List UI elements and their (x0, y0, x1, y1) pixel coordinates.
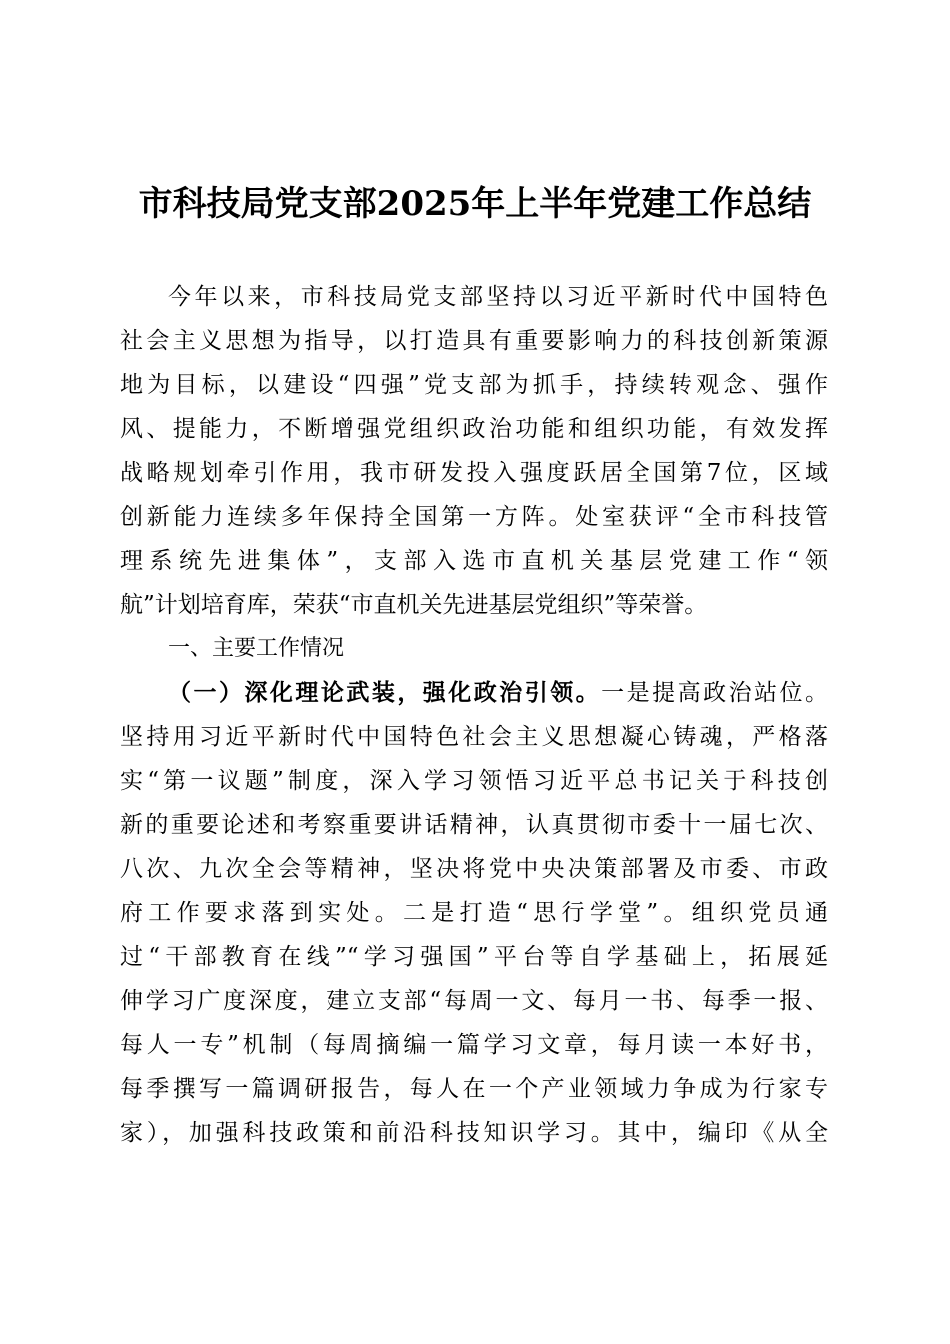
document-title: 市科技局党支部2025年上半年党建工作总结 (138, 184, 812, 224)
paragraph-line: 府工作要求落到实处。二是打造“思行学堂”。组织党员通 (120, 900, 828, 926)
paragraph-line: 家），加强科技政策和前沿科技知识学习。其中，编印《从全 (120, 1120, 828, 1146)
subsection-heading: （一）深化理论武装，强化政治引领。 (168, 679, 602, 706)
paragraph-line: 风、提能力，不断增强党组织政治功能和组织功能，有效发挥 (120, 416, 828, 442)
section-heading: 一、主要工作情况 (168, 636, 345, 661)
paragraph-line: 创新能力连续多年保持全国第一方阵。处室获评“全市科技管 (120, 504, 828, 530)
subsection-text: 一是提高政治站位。 (601, 680, 829, 706)
paragraph-line: 理系统先进集体”，支部入选市直机关基层党建工作“领 (120, 548, 828, 574)
paragraph-line: 地为目标，以建设“四强”党支部为抓手，持续转观念、强作 (120, 372, 828, 398)
paragraph-line: 新的重要论述和考察重要讲话精神，认真贯彻市委十一届七次、 (120, 812, 828, 838)
paragraph-line: 战略规划牵引作用，我市研发投入强度跃居全国第7位，区域 (120, 460, 828, 486)
paragraph-line: 伸学习广度深度，建立支部“每周一文、每月一书、每季一报、 (120, 988, 828, 1014)
paragraph-line: 今年以来，市科技局党支部坚持以习近平新时代中国特色 (168, 284, 828, 310)
paragraph-line: 航”计划培育库，荣获“市直机关先进基层党组织”等荣誉。 (120, 592, 708, 618)
paragraph-line: 八次、九次全会等精神，坚决将党中央决策部署及市委、市政 (120, 856, 828, 882)
paragraph-line: 过“干部教育在线”“学习强国”平台等自学基础上，拓展延 (120, 944, 828, 970)
subsection-first-line (120, 671, 828, 715)
paragraph-line: 每人一专”机制（每周摘编一篇学习文章，每月读一本好书， (120, 1032, 828, 1058)
paragraph-line: 社会主义思想为指导，以打造具有重要影响力的科技创新策源 (120, 328, 828, 354)
paragraph-line: 实“第一议题”制度，深入学习领悟习近平总书记关于科技创 (120, 768, 828, 794)
paragraph-line: 坚持用习近平新时代中国特色社会主义思想凝心铸魂，严格落 (120, 724, 828, 750)
document-body (120, 275, 828, 1155)
paragraph-line: 每季撰写一篇调研报告，每人在一个产业领域力争成为行家专 (120, 1076, 828, 1102)
